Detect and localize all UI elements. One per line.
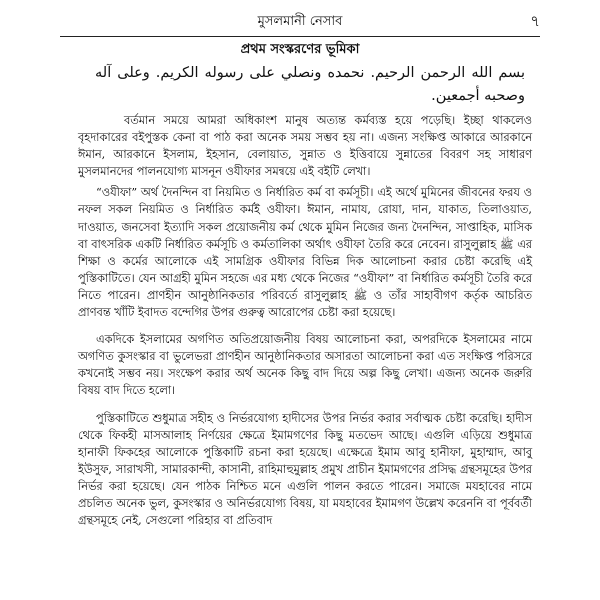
- section-title: প্রথম সংস্করণের ভূমিকা: [240, 42, 360, 57]
- page-header: [60, 10, 540, 34]
- arabic-opening: بسم الله الرحمن الرحيم. نحمده ونصلي على رسوله الكريم. وعلى آله وصحبه أجمعين.: [95, 65, 525, 104]
- paragraph-3: একদিকে ইসলামের অগণিত অতিপ্রয়োজনীয় বিষয় আলোচনা করা, অপরদিকে ইসলামের নামে অগণিত কুসংস্কার বা ভুলেভরা প্রাণহীন আনুষ্ঠানিকতার অসারতা আলোচনা করা এত সংক্ষিপ্ত পরিসরে কখনোই সম্ভব নয়। সংক্ষেপ করার অর্থ অনেক কিছু বাদ দিয়ে অল্প কিছু লেখা। এজন্য অনেক জরুরি বিষয় বাদ দিতে হলো।: [78, 333, 532, 398]
- running-title: মুসলমানী নেসাব: [257, 14, 343, 29]
- paragraph-4: পুস্তিকাটিতে শুধুমাত্র সহীহ ও নির্ভরযোগ্য হাদীসের উপর নির্ভর করার সর্বাত্মক চেষ্টা করেছি। হাদীস থেকে ফিকহী মাসআলাহ নির্ণয়ের ক্ষেত্রে ইমামগণের কিছু মতভেদ আছে। এগুলি এড়িয়ে শুধুমাত্র হানাফী ফিকহের আলোকে পুস্তিকাটি রচনা করা হয়েছে। এক্ষেত্রে ইমাম আবু হানীফা, মুহাম্মাদ, আবু ইউসুফ, সারাখসী, সামারকান্দী, কাসানী, রাহিমাহুমুল্লাহ প্রমুখ প্রাচীন ইমামগণের প্রসিদ্ধ গ্রন্থসমূহের উপর নির্ভর করা হয়েছে। যেন পাঠক নিশ্চিত মনে এগুলি পালন করতে পারেন। সমাজে মযহাবের নামে প্রচলিত অনেক ভুল, কুসংস্কার ও অনির্ভরযোগ্য বিষয়, যা মযহাবের ইমামগণ উল্লেখ করেননি বা পূর্ববর্তী গ্রন্থসমূহে নেই, সেগুলো পরিহার বা প্রতিবাদ: [78, 411, 532, 528]
- paragraph-1: বর্তমান সময়ে আমরা অধিকাংশ মানুষ অত্যন্ত কর্মব্যস্ত হয়ে পড়েছি। ইচ্ছা থাকলেও বৃহদাকারের বইপুস্তক কেনা বা পাঠ করা অনেক সময় সম্ভব হয় না। এজন্য সংক্ষিপ্ত আকারে আরকানে ঈমান, আরকানে ইসলাম, ইহসান, বেলায়াত, সুন্নাত ও ইত্তিবায়ে সুন্নাতের বিবরণ সহ সাধারণ মুসলমানদের পালনযোগ্য মাসনূন ওযীফার সমন্বয়ে এই বইটি লেখা।: [78, 114, 532, 179]
- body-text: [78, 112, 532, 529]
- header-divider: [60, 36, 540, 37]
- paragraph-2: “ওযীফা” অর্থ দৈনন্দিন বা নিয়মিত ও নির্ধারিত কর্ম বা কর্মসূচী। এই অর্থে মুমিনের জীবনের ফরয ও নফল সকল নিয়মিত ও নির্ধারিত কর্মই ওযীফা। ঈমান, নামায, রোযা, দান, যাকাত, তিলাওয়াত, দাওয়াত, জনসেবা ইত্যাদি সকল প্রয়োজনীয় কর্ম থেকে মুমিন নিজের জন্য দৈনন্দিন, সাপ্তাহিক, মাসিক বা বাৎসরিক একটি নির্ধারিত কর্মসূচি ও কর্মতালিকা অর্থাৎ ওযীফা তৈরি করে নেবেন। রাসুলুল্লাহ ﷺ এর শিক্ষা ও কর্মের আলোকে এই সামগ্রিক ওযীফার বিভিন্ন দিক আলোচনা করার চেষ্টা করেছি এই পুস্তিকাটিতে। যেন আগ্রহী মুমিন সহজে এর মধ্য থেকে নিজের “ওযীফা” বা নির্ধারিত কর্মসূচী তৈরি করে নিতে পারেন। প্রাণহীন আনুষ্ঠানিকতার পরিবর্তে রাসুলুল্লাহ ﷺ ও তাঁর সাহাবীগণ কর্তৃক আচরিত প্রাণবন্ত খাঁটি ইবাদত বন্দেগির উপর গুরুত্ব আরোপের চেষ্টা করা হয়েছে।: [78, 186, 533, 320]
- page-number: ৭: [530, 12, 540, 30]
